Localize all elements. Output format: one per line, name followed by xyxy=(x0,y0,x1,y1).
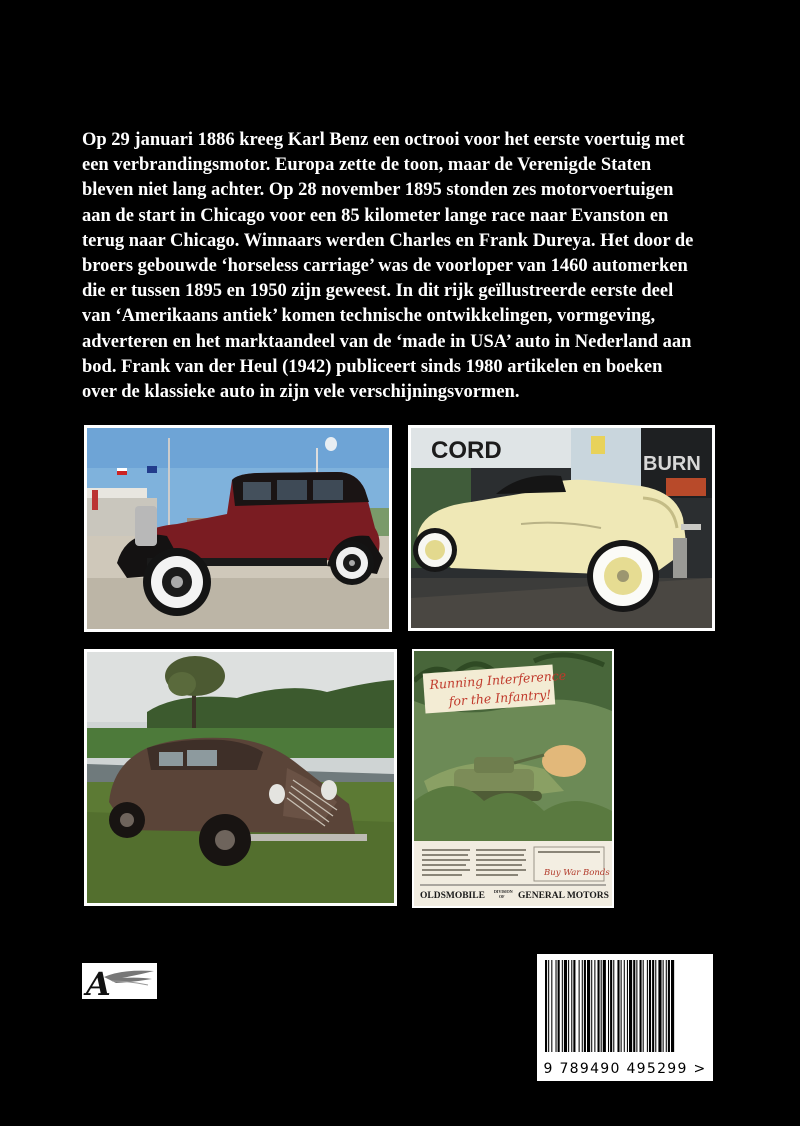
barcode-bar xyxy=(643,960,644,1052)
blurb-line: adverteren en het marktaandeel van de ‘made in USA’ auto in Nederland aan xyxy=(82,331,692,352)
barcode-bar xyxy=(624,960,625,1052)
barcode-bar xyxy=(582,960,583,1052)
showroom-sign-text-left: BURN xyxy=(643,453,701,475)
barcode-bar xyxy=(551,960,552,1052)
brown-airflow-illustration xyxy=(87,652,394,903)
barcode-bar xyxy=(603,960,606,1052)
barcode-bar xyxy=(671,960,674,1052)
barcode-bar xyxy=(571,960,572,1052)
barcode-bar xyxy=(655,960,656,1052)
blurb-line: aan de start in Chicago voor een 85 kilometer lange race naar Evanston en xyxy=(82,205,669,226)
barcode-bar xyxy=(548,960,549,1052)
barcode-bar xyxy=(666,960,667,1052)
winged-a-logo xyxy=(82,963,157,999)
barcode-bar xyxy=(601,960,602,1052)
blurb-line: een verbrandingsmotor. Europa zette de toon, maar de Verenigde Staten xyxy=(82,155,652,176)
barcode-bar xyxy=(579,960,580,1052)
brand-division-of: OF xyxy=(499,894,505,899)
barcode-bar xyxy=(647,960,648,1052)
barcode-bar xyxy=(584,960,586,1052)
isbn-barcode xyxy=(537,954,713,1081)
barcode-bar xyxy=(627,960,628,1052)
blurb-line: bleven niet lang achter. Op 28 november 1895 stonden zes motorvoertuigen xyxy=(82,180,674,201)
barcode-bar xyxy=(598,960,600,1052)
photo-maroon-sedan xyxy=(84,425,392,632)
barcode-bar xyxy=(610,960,612,1052)
barcode-bar xyxy=(562,960,563,1052)
cream-convertible-illustration xyxy=(411,428,712,628)
barcode-bar xyxy=(652,960,654,1052)
advert-headline-2: for the Infantry! xyxy=(448,686,552,709)
barcode-bar xyxy=(556,960,557,1052)
advert-headline-1: Running Interference xyxy=(429,667,567,693)
barcode-bar xyxy=(621,960,622,1052)
barcode-bar xyxy=(617,960,619,1052)
brand-general-motors: GENERAL MOTORS xyxy=(518,891,609,901)
showroom-sign-text: CORD xyxy=(431,437,502,464)
barcode-bar xyxy=(545,960,547,1052)
barcode-bar xyxy=(613,960,614,1052)
barcode-bar xyxy=(594,960,595,1052)
blurb-line: van ‘Amerikaans antiek’ komen technische ontwikkelingen, vormgeving, xyxy=(82,306,656,327)
barcode-bars xyxy=(537,954,713,1058)
logo-letter: A xyxy=(86,965,111,999)
brand-division: DIVISION xyxy=(494,889,513,894)
barcode-bar xyxy=(573,960,575,1052)
barcode-bar xyxy=(640,960,642,1052)
maroon-sedan-illustration xyxy=(87,428,389,629)
barcode-bar xyxy=(668,960,670,1052)
isbn-number: 9 789490 495299 > xyxy=(543,1061,707,1077)
brand-oldsmobile: OLDSMOBILE xyxy=(420,891,485,901)
oldsmobile-advertisement xyxy=(412,649,614,908)
barcode-bar xyxy=(564,960,567,1052)
blurb-line: terug naar Chicago. Winnaars werden Charles en Frank Dureya. Het door de xyxy=(82,230,694,251)
blurb-line: die er tussen 1895 en 1950 zijn geweest. In dit rijk geïllustreerde eerste deel xyxy=(82,281,674,302)
publisher-logo xyxy=(82,963,157,999)
barcode-bar xyxy=(629,960,632,1052)
advert-illustration xyxy=(414,651,612,906)
back-cover-blurb xyxy=(82,128,742,405)
barcode-bar xyxy=(568,960,569,1052)
war-bonds-text: Buy War Bonds xyxy=(544,868,610,878)
blurb-line: bod. Frank van der Heul (1942) publiceert sinds 1980 artikelen en boeken xyxy=(82,356,663,377)
barcode-bar xyxy=(663,960,664,1052)
blurb-line: over de klassieke auto in zijn vele verschijningsvormen. xyxy=(82,382,520,403)
barcode-bar xyxy=(558,960,560,1052)
photo-cream-convertible xyxy=(408,425,715,631)
barcode-bar xyxy=(633,960,635,1052)
photo-brown-airflow xyxy=(84,649,397,906)
barcode-bar xyxy=(649,960,651,1052)
barcode-bar xyxy=(591,960,592,1052)
blurb-line: Op 29 januari 1886 kreeg Karl Benz een octrooi voor het eerste voertuig met xyxy=(82,130,685,150)
blurb-line: broers gebouwde ‘horseless carriage’ was de voorloper van 1460 automerken xyxy=(82,256,688,277)
barcode-bar xyxy=(658,960,661,1052)
barcode-bar xyxy=(587,960,590,1052)
barcode-bar xyxy=(608,960,609,1052)
barcode-bar xyxy=(636,960,637,1052)
